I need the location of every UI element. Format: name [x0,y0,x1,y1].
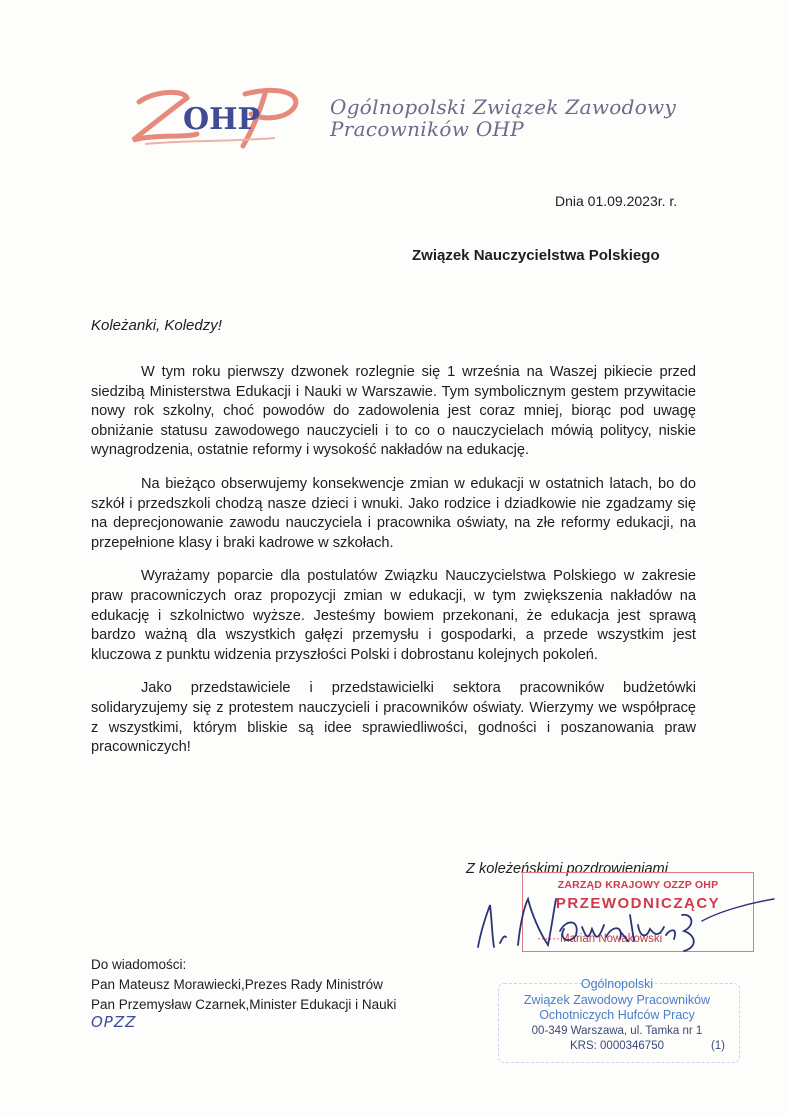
letter-body [91,363,696,772]
stamp-address: 00-349 Warszawa, ul. Tamka nr 1 [531,1024,703,1037]
stamp-line: Związek Zawodowy Pracowników [523,992,711,1007]
cc-section [91,955,396,1015]
addressee: Związek Nauczycielstwa Polskiego [412,247,660,264]
stamp-line-board: ZARZĄD KRAJOWY OZZP OHP [557,879,719,891]
stamp-name: Marian Nowakowski [559,933,663,945]
stamp-krs-row [501,1039,733,1055]
stamp-line-name: ······Marian Nowakowski [537,933,663,945]
letter-date: Dnia 01.09.2023r. r. [555,193,678,209]
organization-name [330,96,676,140]
paragraph: Na bieżąco obserwujemy konsekwencje zmian w edukacji w ostatnich latach, bo do szkół i przedszkoli chodzą nasze dzieci i wnuki. Jako rodzice i dziadkowie nie zgadzamy się na deprecjonowanie zawodu nauczyciela i pracownika oświaty, na złe reformy edukacji, na przepełnione klasy i braki kadrowe w szkołach. [91,475,696,551]
paragraph: Jako przedstawiciele i przedstawicielki sektora pracowników budżetówki solidaryzujemy się z protestem nauczycieli i pracowników oświaty. Wierzymy we współpracę z wszystkimi, którym bliskie są idee sprawiedliwości, godności i poszanowania praw pracowniczych! [91,680,696,756]
org-name-line2: Pracowników OHP [330,117,525,141]
handwritten-note: OPZZ [91,1013,137,1031]
stamp-line: Ogólnopolski [580,977,654,991]
cc-recipient: Pan Mateusz Morawiecki,Prezes Rady Ministrów [91,977,383,992]
paragraph: W tym roku pierwszy dzwonek rozlegnie się 1 września na Waszej pikiecie przed siedzibą Ministerstwa Edukacji i Nauki w Warszawie. Tym symbolicznym gestem przywitacie nowy rok szkolny, choć powodów do zadowolenia jest coraz mniej, biorąc pod uwagę obniżanie statusu zawodowego nauczycieli i to co o nauczycielach mówią politycy, niskie wynagrodzenia, ostatnie reformy i wysokość nakładów na edukację. [91,364,696,459]
cc-recipient: Pan Przemysław Czarnek,Minister Edukacji i Nauki [91,997,397,1012]
stamp-number: (1) [710,1040,725,1052]
org-name-line1: Ogólnopolski Związek Zawodowy [330,95,677,119]
ohp-logo [125,84,310,150]
logo-text: OHP [183,102,261,137]
closing-phrase: Z koleżeńskimi pozdrowieniami [466,861,668,877]
stamp-line-title: PRZEWODNICZĄCY [555,895,721,912]
paragraph: Wyrażamy poparcie dla postulatów Związku Nauczycielstwa Polskiego w zakresie praw pracowniczych oraz propozycji zmian w edukacji, w tym zwiększenia nakładów na edukację i szkolnictwo wyższe. Jesteśmy bowiem przekonani, że edukacja jest sprawą bardzo ważną dla wszystkich gałęzi przemysłu i gospodarki, a przede wszystkim jest kluczowa z punktu widzenia przyszłości Polski i dobrostanu kolejnych pokoleń. [91,568,696,663]
handwritten-signature [470,885,780,960]
cc-label: Do wiadomości: [91,957,187,972]
stamp-line: Ochotniczych Hufców Pracy [539,1008,695,1022]
greeting: Koleżanki, Koledzy! [91,317,222,334]
union-address-stamp [501,977,733,1055]
stamp-krs: KRS: 0000346750 [570,1040,664,1052]
